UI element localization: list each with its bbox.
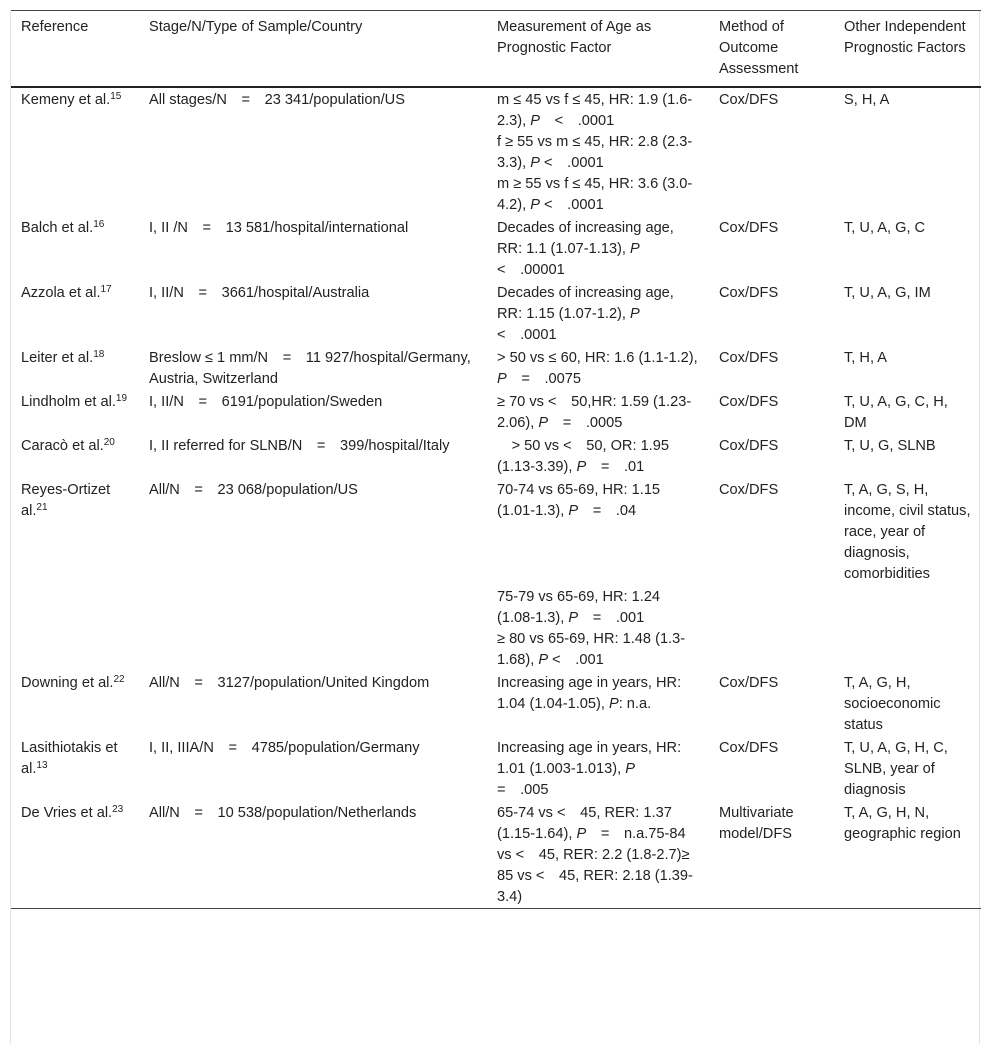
table-row — [11, 434, 981, 478]
header-stage: Stage/N/Type of Sample/Country — [149, 19, 363, 35]
other-factors-cell: T, A, G, H, socioeconomic status — [844, 675, 941, 733]
stage-cell: I, II/N = 3661/hospital/Australia — [149, 285, 370, 301]
citation-number: 16 — [93, 219, 105, 230]
table-row — [11, 346, 981, 390]
measurement-cell — [487, 801, 709, 909]
method-cell: Multivariate model/DFS — [719, 805, 794, 842]
reference-text: Lasithiotakis et al. — [21, 740, 118, 777]
reference-cell — [11, 434, 139, 478]
method-cell: Cox/DFS — [719, 394, 779, 410]
stage-cell: All/N = 23 068/population/US — [149, 482, 358, 498]
reference-text: De Vries et al. — [21, 805, 113, 821]
prognostic-factors-table — [11, 10, 981, 909]
age-measurement: ≥ 80 vs 65-69, HR: 1.48 (1.3-1.68), P < .001 — [497, 631, 686, 668]
age-measurement: f ≥ 55 vs m ≤ 45, HR: 2.8 (2.3-3.3), P < .0001 — [497, 134, 693, 171]
age-measurement: ≥ 70 vs < 50,HR: 1.59 (1.23-2.06), P = .0005 — [497, 394, 692, 431]
other-factors-cell: T, A, G, H, N, geographic region — [844, 805, 961, 842]
method-cell: Cox/DFS — [719, 740, 779, 756]
reference-cell — [11, 801, 139, 909]
header-other-factors: Other Independent Prognostic Factors — [844, 19, 966, 56]
citation-number: 15 — [110, 91, 122, 102]
age-measurement: > 50 vs < 50, OR: 1.95 (1.13-3.39), P = .01 — [497, 438, 669, 475]
method-cell: Cox/DFS — [719, 482, 779, 498]
reference-text: Balch et al. — [21, 220, 94, 236]
stage-cell: I, II referred for SLNB/N = 399/hospital/Italy — [149, 438, 450, 454]
table-row — [11, 478, 981, 585]
table-row — [11, 736, 981, 801]
reference-cell — [11, 87, 139, 216]
other-factors-cell: T, A, G, S, H, income, civil status, race, year of diagnosis, comorbidities — [844, 482, 971, 582]
table-row — [11, 671, 981, 736]
reference-cell — [11, 736, 139, 801]
age-measurement: > 50 vs ≤ 60, HR: 1.6 (1.1-1.2), P = .0075 — [497, 350, 698, 387]
measurement-cell — [487, 346, 709, 390]
table-row — [11, 281, 981, 346]
age-measurement: Increasing age in years, HR: 1.04 (1.04-1.05), P: n.a. — [497, 675, 682, 712]
other-factors-cell: T, U, A, G, C — [844, 220, 926, 236]
reference-text: Azzola et al. — [21, 285, 101, 301]
other-factors-cell: S, H, A — [844, 92, 890, 108]
citation-number: 21 — [36, 502, 48, 513]
reference-cell — [11, 281, 139, 346]
reference-cell — [11, 216, 139, 281]
age-measurement: m ≤ 45 vs f ≤ 45, HR: 1.9 (1.6-2.3), P < .0001 — [497, 92, 693, 129]
reference-text: Lindholm et al. — [21, 394, 116, 410]
age-measurement: 75-79 vs 65-69, HR: 1.24 (1.08-1.3), P = .001 — [497, 589, 661, 626]
method-cell: Cox/DFS — [719, 438, 779, 454]
measurement-cell — [487, 281, 709, 346]
citation-number: 22 — [113, 674, 125, 685]
empty-cell — [709, 585, 834, 671]
other-factors-cell: T, U, G, SLNB — [844, 438, 936, 454]
measurement-cell — [487, 736, 709, 801]
age-measurement: Decades of increasing age, RR: 1.1 (1.07-1.13), P < .00001 — [497, 220, 674, 278]
method-cell: Cox/DFS — [719, 220, 779, 236]
other-factors-cell: T, U, A, G, IM — [844, 285, 931, 301]
table-header-row — [11, 11, 981, 88]
measurement-cell — [487, 390, 709, 434]
header-method: Method of Outcome Assessment — [719, 19, 799, 77]
table-row-continuation — [11, 585, 981, 671]
table-row — [11, 801, 981, 909]
age-measurement: 65-74 vs < 45, RER: 1.37 (1.15-1.64), P = n.a.75-84 vs < 45, RER: 2.2 (1.8-2.7)≥ 85 vs < 45, RER: 2.18 (1.39-3.4) — [497, 805, 693, 905]
reference-text: Downing et al. — [21, 675, 114, 691]
measurement-cell — [487, 87, 709, 216]
citation-number: 23 — [112, 804, 124, 815]
empty-cell — [139, 585, 487, 671]
stage-cell: I, II/N = 6191/population/Sweden — [149, 394, 383, 410]
other-factors-cell: T, U, A, G, C, H, DM — [844, 394, 948, 431]
age-measurement: 70-74 vs 65-69, HR: 1.15 (1.01-1.3), P = .04 — [497, 482, 661, 519]
table-row — [11, 87, 981, 216]
citation-number: 19 — [115, 393, 128, 404]
stage-cell: I, II /N = 13 581/hospital/international — [149, 220, 409, 236]
stage-cell: All stages/N = 23 341/population/US — [149, 92, 405, 108]
measurement-cell — [487, 434, 709, 478]
empty-cell — [11, 585, 139, 671]
method-cell: Cox/DFS — [719, 675, 779, 691]
reference-text: Leiter et al. — [21, 350, 94, 366]
method-cell: Cox/DFS — [719, 350, 779, 366]
measurement-cell — [487, 671, 709, 736]
stage-cell: All/N = 3127/population/United Kingdom — [149, 675, 430, 691]
reference-text: Caracò et al. — [21, 438, 104, 454]
other-factors-cell: T, H, A — [844, 350, 887, 366]
reference-text: Kemeny et al. — [21, 92, 111, 108]
stage-cell: I, II, IIIA/N = 4785/population/Germany — [149, 740, 420, 756]
reference-cell — [11, 346, 139, 390]
reference-cell — [11, 671, 139, 736]
stage-cell: Breslow ≤ 1 mm/N = 11 927/hospital/Germany, Austria, Switzerland — [149, 350, 471, 387]
empty-cell — [834, 585, 981, 671]
measurement-cell — [487, 585, 709, 671]
reference-cell — [11, 478, 139, 585]
reference-text: Reyes-Ortizet al. — [21, 482, 111, 519]
table-page — [10, 10, 980, 1044]
table-body — [11, 87, 981, 909]
table-row — [11, 390, 981, 434]
age-measurement: m ≥ 55 vs f ≤ 45, HR: 3.6 (3.0-4.2), P < .0001 — [497, 176, 693, 213]
other-factors-cell: T, U, A, G, H, C, SLNB, year of diagnosis — [844, 740, 948, 798]
reference-cell — [11, 390, 139, 434]
citation-number: 18 — [93, 349, 105, 360]
method-cell: Cox/DFS — [719, 285, 779, 301]
table-row — [11, 216, 981, 281]
header-reference: Reference — [21, 19, 89, 35]
citation-number: 20 — [103, 437, 115, 448]
age-measurement: Decades of increasing age, RR: 1.15 (1.07-1.2), P < .0001 — [497, 285, 674, 343]
method-cell: Cox/DFS — [719, 92, 779, 108]
citation-number: 13 — [36, 760, 48, 771]
stage-cell: All/N = 10 538/population/Netherlands — [149, 805, 417, 821]
age-measurement: Increasing age in years, HR: 1.01 (1.003-1.013), P = .005 — [497, 740, 682, 798]
measurement-cell — [487, 478, 709, 585]
citation-number: 17 — [100, 284, 112, 295]
header-measurement: Measurement of Age as Prognostic Factor — [497, 19, 652, 56]
measurement-cell — [487, 216, 709, 281]
